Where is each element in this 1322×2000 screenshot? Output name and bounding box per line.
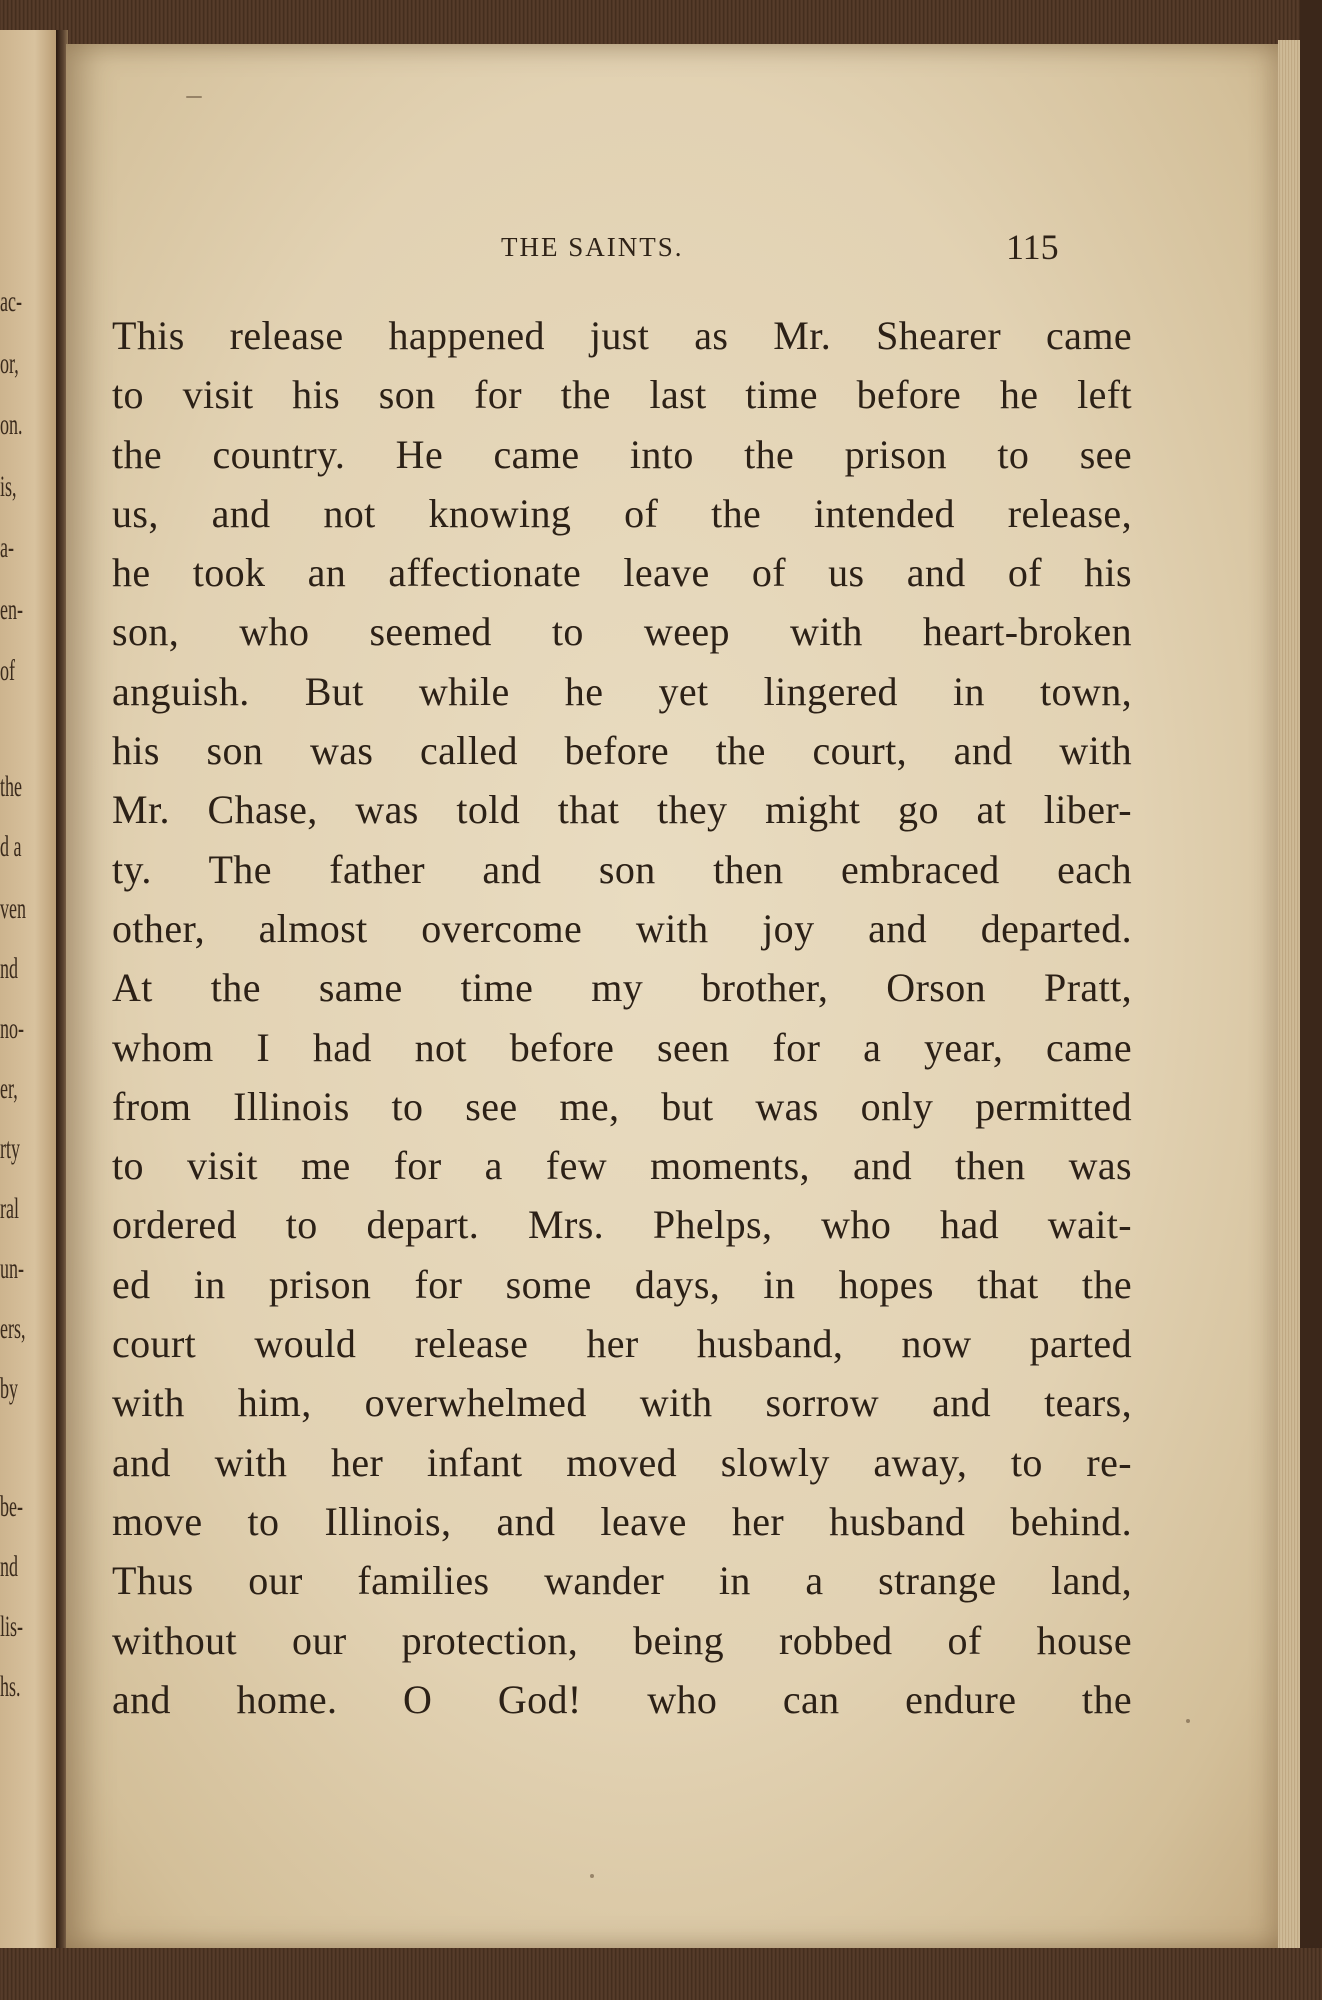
text-line: court would release her husband, now parted xyxy=(112,1321,1132,1367)
text-line: other, almost overcome with joy and departed. xyxy=(112,905,1132,951)
previous-page-fragment: hs. xyxy=(0,1670,21,1703)
previous-page-fragment: er, xyxy=(0,1072,18,1105)
book-cover-edge xyxy=(1300,0,1322,2000)
previous-page-fragment: d a xyxy=(0,830,22,863)
text-line: he took an affectionate leave of us and of his xyxy=(112,550,1132,596)
previous-page-fragment: nd xyxy=(0,1550,18,1583)
text-line: This release happened just as Mr. Shearer came xyxy=(112,313,1132,358)
text-line: and with her infant moved slowly away, to re- xyxy=(112,1439,1132,1485)
previous-page-fragment: rty xyxy=(0,1132,20,1165)
previous-page-edge xyxy=(0,30,58,1975)
text-line: with him, overwhelmed with sorrow and tears, xyxy=(112,1380,1132,1426)
text-line: and home. O God! who can endure the xyxy=(112,1676,1132,1722)
previous-page-fragment: ers, xyxy=(0,1312,26,1345)
previous-page-fragment: ral xyxy=(0,1192,19,1225)
body-text xyxy=(112,306,1132,1729)
previous-page-fragment: of xyxy=(0,654,16,687)
text-line: ty. The father and son then embraced each xyxy=(112,846,1132,892)
paper-speck xyxy=(590,1874,594,1878)
previous-page-fragment: no- xyxy=(0,1012,24,1045)
previous-page-fragment: on. xyxy=(0,408,23,441)
previous-page-fragment: by xyxy=(0,1372,18,1405)
text-line: Thus our families wander in a strange land, xyxy=(112,1558,1132,1604)
previous-page-fragment: en- xyxy=(0,593,23,626)
text-line: the country. He came into the prison to see xyxy=(112,431,1132,477)
previous-page-fragment: is, xyxy=(0,470,17,503)
text-line: anguish. But while he yet lingered in town, xyxy=(112,668,1132,714)
text-line: without our protection, being robbed of house xyxy=(112,1617,1132,1663)
previous-page-fragment: ac- xyxy=(0,285,22,318)
running-head xyxy=(66,227,1278,272)
text-line: whom I had not before seen for a year, came xyxy=(112,1024,1132,1070)
page-block-edge xyxy=(1278,40,1300,1952)
previous-page-fragment: un- xyxy=(0,1252,24,1285)
running-title: THE SAINTS. xyxy=(501,232,684,262)
page-number: 115 xyxy=(1006,227,1059,267)
text-line: move to Illinois, and leave her husband behind. xyxy=(112,1498,1132,1544)
previous-page-fragment: ven xyxy=(0,892,26,925)
previous-page-fragment: be- xyxy=(0,1490,23,1523)
previous-page-fragment: or, xyxy=(0,347,19,380)
text-line: At the same time my brother, Orson Pratt, xyxy=(112,965,1132,1011)
text-line: to visit his son for the last time before he left xyxy=(112,372,1132,418)
text-line: to visit me for a few moments, and then was xyxy=(112,1143,1132,1189)
book-page xyxy=(66,44,1278,1949)
text-line: his son was called before the court, and with xyxy=(112,728,1132,774)
text-line: us, and not knowing of the intended release, xyxy=(112,490,1132,536)
previous-page-fragment: the xyxy=(0,770,22,803)
text-line: from Illinois to see me, but was only permitted xyxy=(112,1083,1132,1129)
paper-speck xyxy=(1186,1719,1190,1723)
cloth-binding-bottom xyxy=(0,1948,1322,2000)
previous-page-fragment: lis- xyxy=(0,1610,24,1643)
text-line: ordered to depart. Mrs. Phelps, who had wait- xyxy=(112,1202,1132,1248)
previous-page-fragment: a- xyxy=(0,531,14,564)
paper-speck xyxy=(186,96,202,98)
text-line: son, who seemed to weep with heart-broken xyxy=(112,609,1132,655)
previous-page-fragment: nd xyxy=(0,952,18,985)
text-line: ed in prison for some days, in hopes that the xyxy=(112,1261,1132,1307)
text-line: Mr. Chase, was told that they might go at liber- xyxy=(112,787,1132,833)
